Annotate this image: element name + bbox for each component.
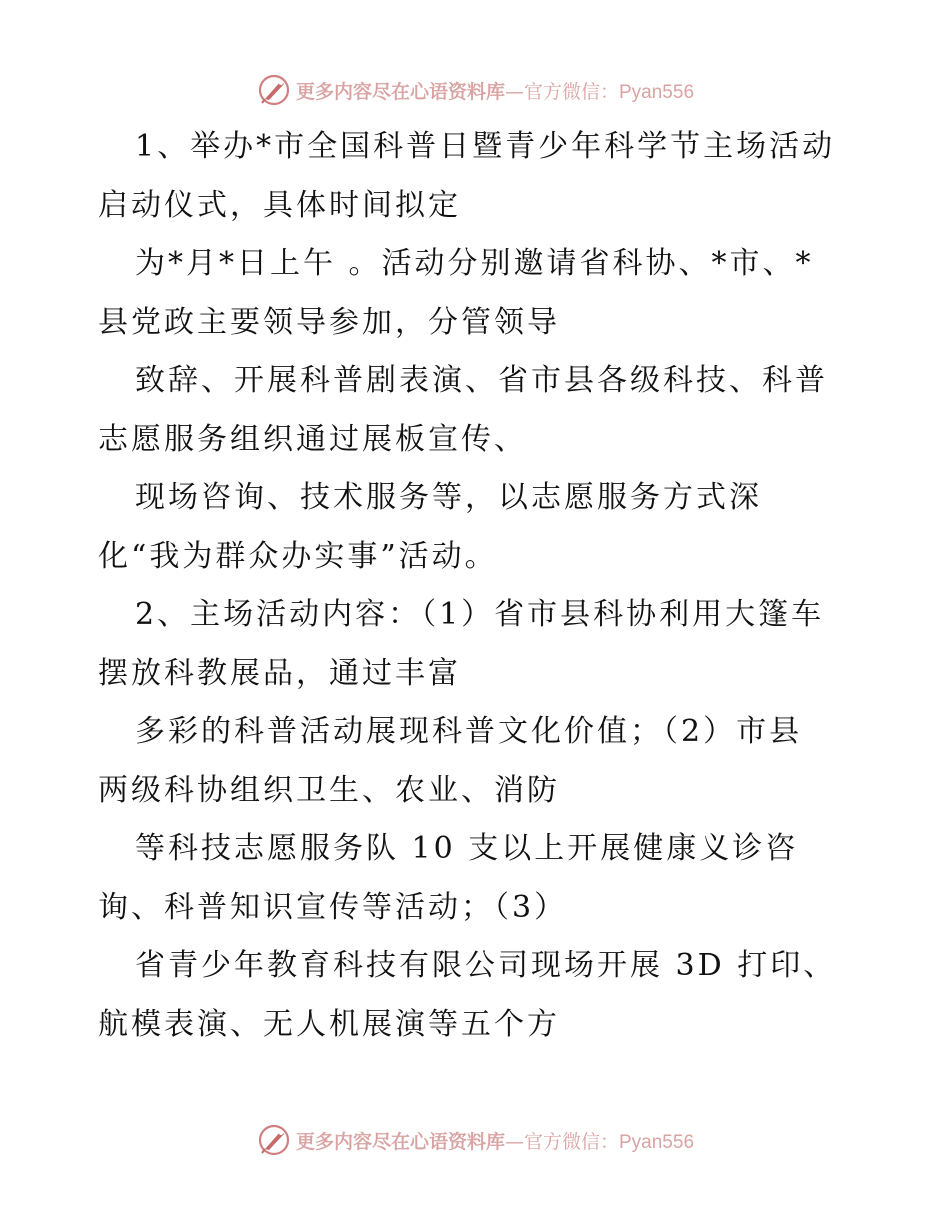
footer-watermark [0, 1120, 950, 1160]
watermark-label: 官方微信： [523, 80, 619, 103]
paragraph-line: 询、科普知识宣传等活动；（3） [98, 889, 568, 925]
paragraph-line: 摆放科教展品，通过丰富 [98, 655, 461, 691]
paragraph-line: 启动仪式，具体时间拟定 [98, 187, 461, 223]
paragraph-line: 2、主场活动内容：（1）省市县科协利用大篷车 [135, 597, 825, 632]
paragraph-line: 省青少年教育科技有限公司现场开展 3D 打印、 [135, 948, 837, 983]
header-watermark [0, 70, 950, 110]
watermark-dash: — [504, 1130, 524, 1153]
paragraph-line: 现场咨询、技术服务等，以志愿服务方式深 [135, 480, 762, 515]
quill-logo-icon [256, 1122, 292, 1158]
paragraph-line: 县党政主要领导参加，分管领导 [98, 304, 560, 340]
paragraph-line: 致辞、开展科普剧表演、省市县各级科技、科普 [135, 363, 828, 398]
paragraph-line: 志愿服务组织通过展板宣传、 [98, 421, 527, 457]
watermark-main-text: 更多内容尽在心语资料库 [295, 1130, 505, 1153]
watermark-id: Pyan556 [619, 81, 695, 103]
paragraph-line: 两级科协组织卫生、农业、消防 [98, 772, 560, 808]
watermark-id: Pyan556 [619, 1131, 695, 1153]
paragraph-line: 等科技志愿服务队 10 支以上开展健康义诊咨 [135, 831, 799, 866]
paragraph-line: 化“我为群众办实事”活动。 [98, 538, 498, 574]
quill-logo-icon [256, 72, 292, 108]
paragraph-line: 航模表演、无人机展演等五个方 [98, 1006, 560, 1042]
paragraph-line: 1、举办*市全国科普日暨青少年科学节主场活动 [135, 129, 836, 164]
paragraph-line: 为*月*日上午 。活动分别邀请省科协、*市、* [135, 246, 814, 281]
watermark-main-text: 更多内容尽在心语资料库 [295, 80, 505, 103]
document-body [98, 118, 858, 1054]
paragraph-line: 多彩的科普活动展现科普文化价值；（2）市县 [135, 714, 803, 749]
watermark-label: 官方微信： [523, 1130, 619, 1153]
watermark-dash: — [504, 80, 524, 103]
